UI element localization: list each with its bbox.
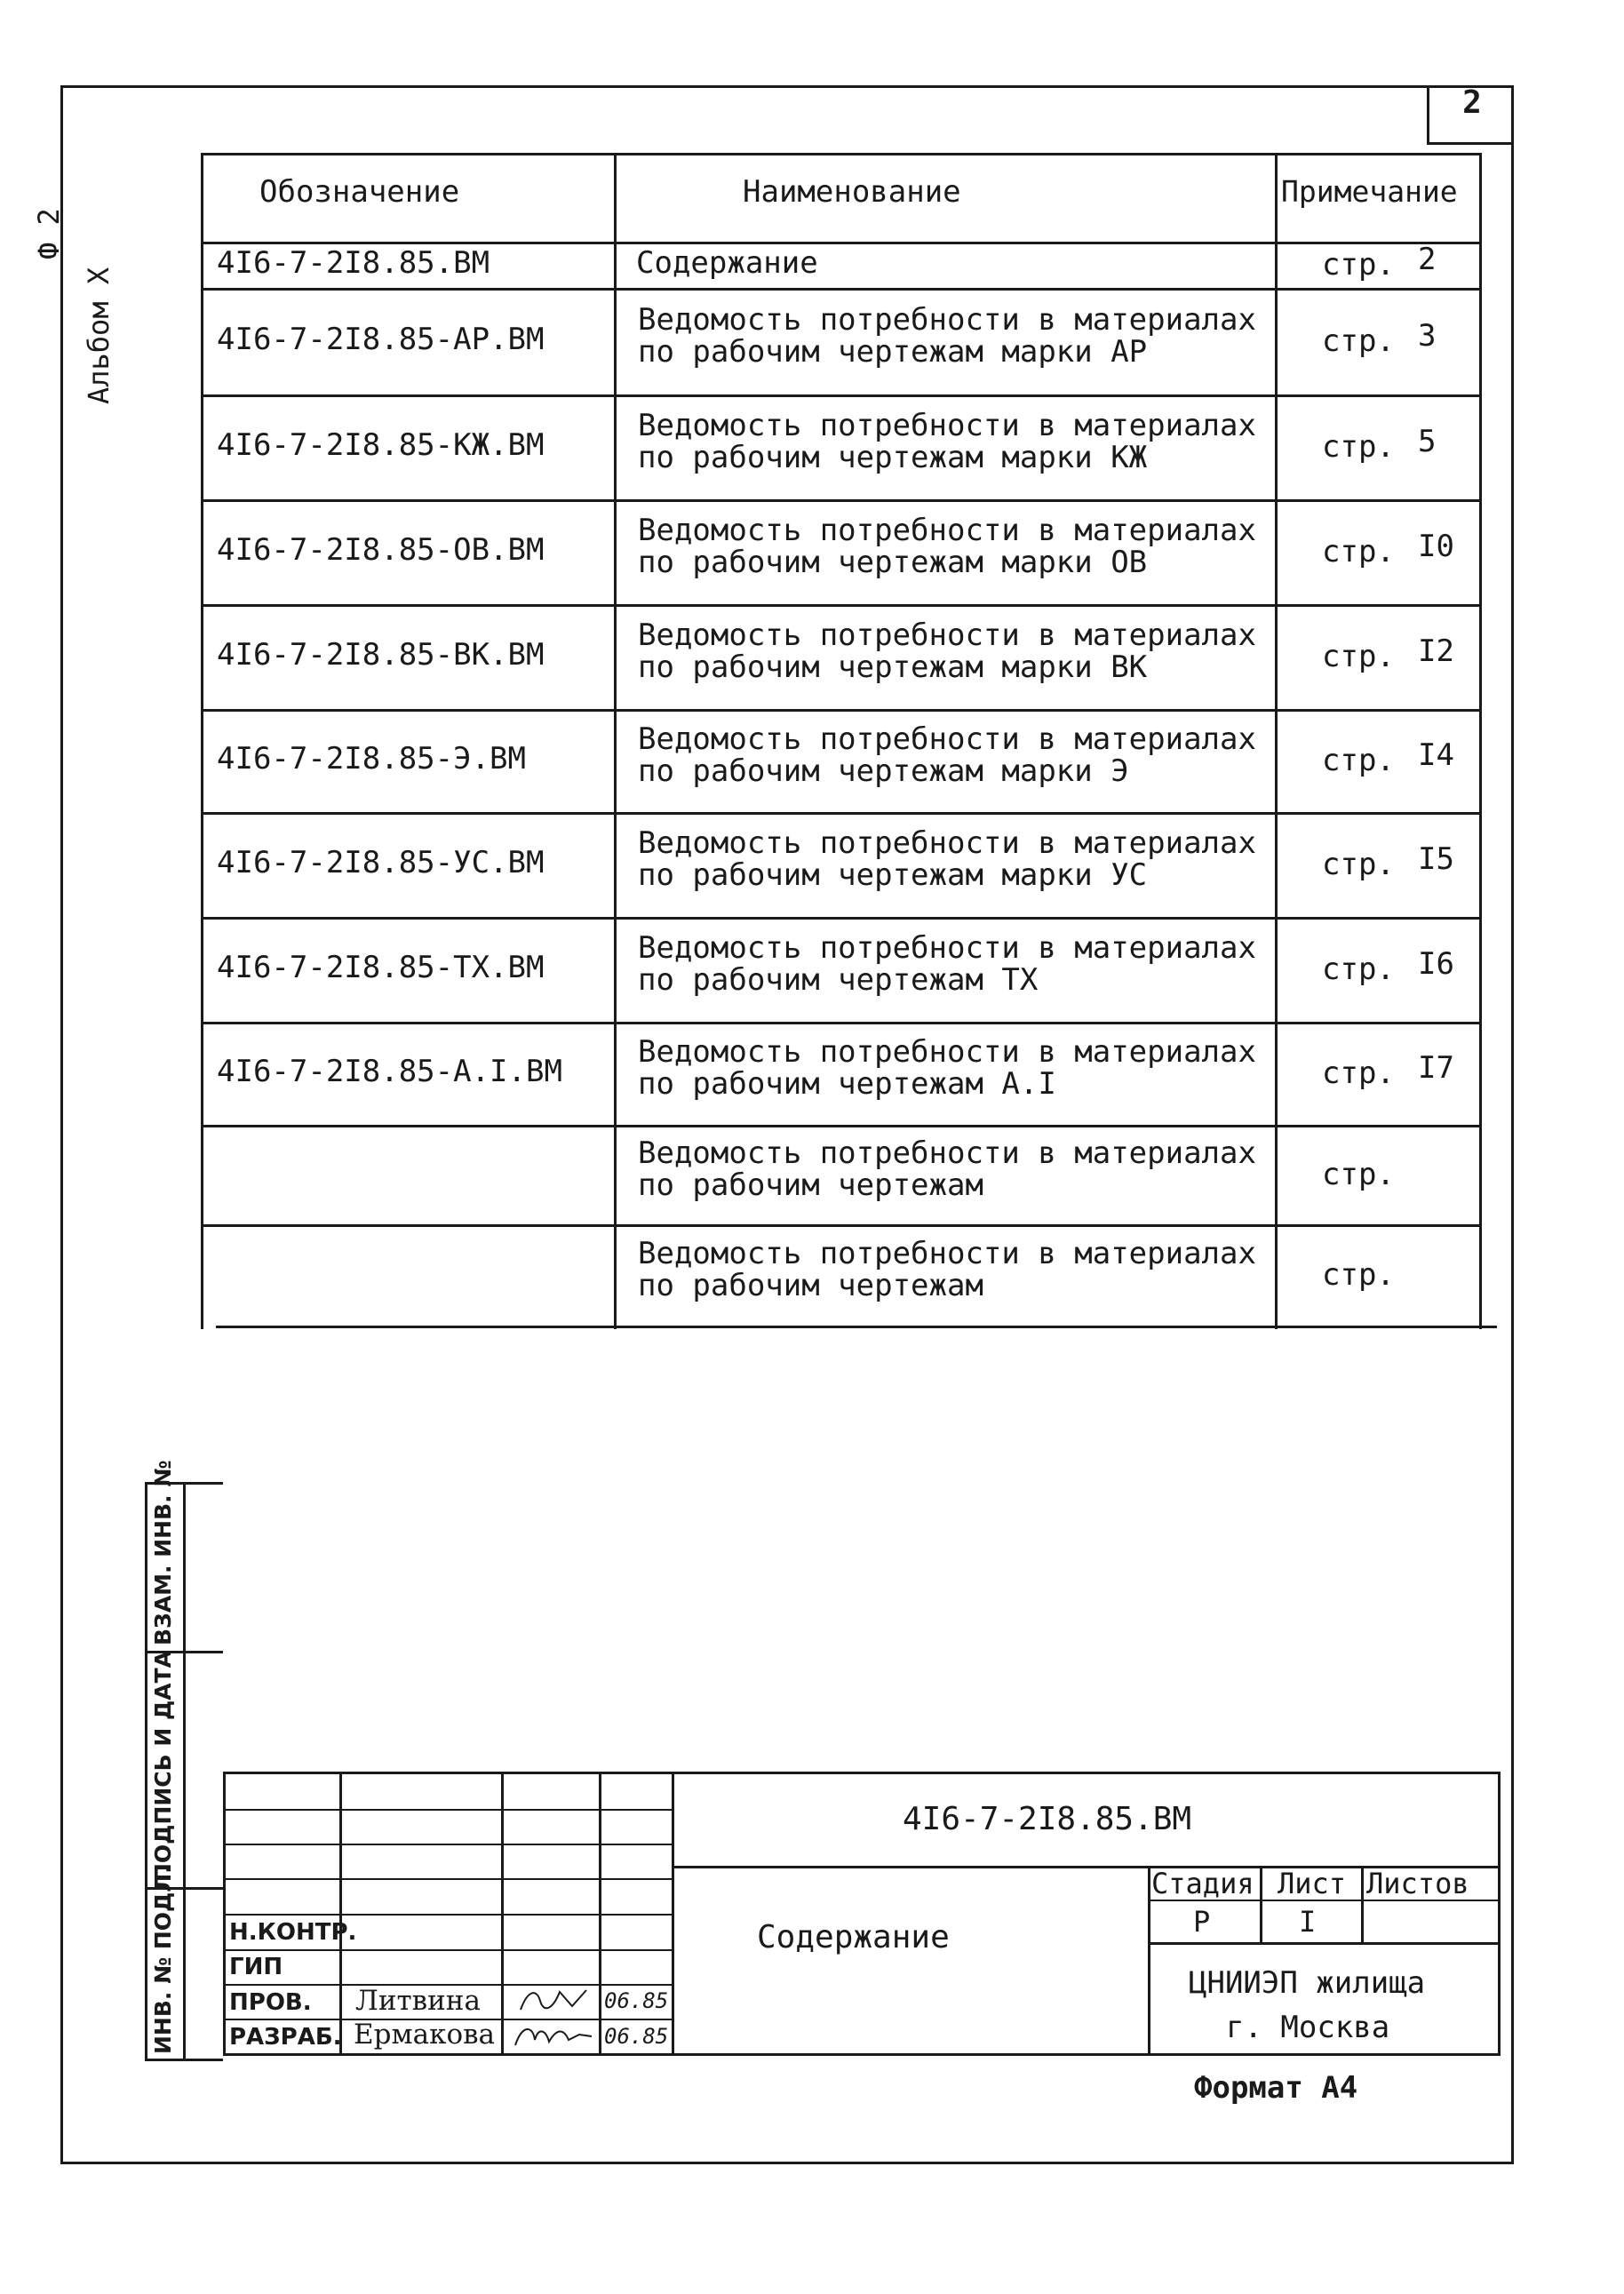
- tb-sheet-label: Лист: [1278, 1867, 1347, 1900]
- tb-role-prov: ПРОВ.: [229, 1989, 312, 2016]
- row-name-line2: по рабочим чертежам А.I: [638, 1066, 1056, 1102]
- stamp-strip-bottom: [145, 2059, 223, 2061]
- tb-top: [223, 1772, 1501, 1774]
- row-separator: [201, 1125, 1482, 1127]
- row-separator: [201, 812, 1482, 815]
- table-left: [201, 153, 203, 1329]
- row-note-prefix: стр.: [1322, 247, 1395, 283]
- row-separator: [201, 288, 1482, 291]
- tb-sheets-label: Листов: [1366, 1867, 1469, 1900]
- row-note-page: 2: [1418, 242, 1437, 277]
- row-separator: [201, 604, 1482, 607]
- table-right: [1479, 153, 1482, 1329]
- stamp-strip-outer-left: [145, 1482, 147, 2061]
- tb-stage-bottom: [1148, 1942, 1501, 1945]
- tb-name-razrab: Ермакова: [354, 2019, 496, 2051]
- tb-stage-div1: [1260, 1866, 1262, 1944]
- header-name: Наименование: [743, 174, 961, 210]
- row-designation: 4I6-7-2I8.85-УС.ВМ: [217, 845, 545, 880]
- row-name-line2: по рабочим чертежам марки АР: [638, 334, 1148, 370]
- table-top: [201, 153, 1482, 155]
- row-note-page: I5: [1418, 841, 1454, 877]
- row-note-prefix: стр.: [1322, 534, 1395, 570]
- row-name: Содержание: [636, 245, 818, 281]
- row-separator: [201, 1022, 1482, 1024]
- row-name-line1: Ведомость потребности в материалах: [638, 302, 1256, 338]
- row-name-line1: Ведомость потребности в материалах: [638, 408, 1256, 443]
- format-label: Формат А4: [1194, 2070, 1358, 2106]
- row-name-line1: Ведомость потребности в материалах: [638, 513, 1256, 548]
- tb-role-razrab: РАЗРАБ.: [229, 2024, 342, 2051]
- row-name-line2: по рабочим чертежам: [638, 1167, 983, 1203]
- row-designation: 4I6-7-2I8.85-А.I.ВМ: [217, 1054, 562, 1089]
- tb-role-nkontr: Н.КОНТР.: [229, 1919, 357, 1946]
- row-name-line1: Ведомость потребности в материалах: [638, 1236, 1256, 1271]
- tb-sheet-value: I: [1299, 1905, 1317, 1939]
- page-number-box-left: [1427, 85, 1429, 144]
- row-name-line1: Ведомость потребности в материалах: [638, 930, 1256, 966]
- tb-date-razrab: 06.85: [604, 2024, 669, 2049]
- page-number: 2: [1462, 84, 1482, 121]
- tb-code: 4I6-7-2I8.85.ВМ: [903, 1801, 1192, 1837]
- tb-signature-prov: [510, 1983, 595, 2020]
- row-name-line2: по рабочим чертежам марки ОВ: [638, 545, 1148, 580]
- row-note-prefix: стр.: [1322, 1157, 1395, 1192]
- album-label: Альбом X: [82, 267, 115, 404]
- table-header-bottom: [201, 242, 1482, 244]
- stamp-inv-orig: ИНВ. № ПОДЛ.: [150, 1865, 176, 2054]
- tb-name-prov: Литвина: [355, 1985, 481, 2017]
- frame-bottom: [60, 2162, 1514, 2164]
- row-designation: 4I6-7-2I8.85-ВК.ВМ: [217, 637, 545, 673]
- tb-left-row3: [223, 1878, 674, 1880]
- row-name-line1: Ведомость потребности в материалах: [638, 1135, 1256, 1171]
- tb-left-row4: [223, 1914, 674, 1916]
- fold-label: Ф 2: [32, 208, 66, 259]
- table-bottom: [216, 1326, 1497, 1328]
- row-note-page: 5: [1418, 424, 1437, 459]
- row-name-line2: по рабочим чертежам марки Э: [638, 753, 1129, 789]
- row-designation: 4I6-7-2I8.85-ОВ.ВМ: [217, 532, 545, 568]
- row-name-line2: по рабочим чертежам марки КЖ: [638, 440, 1148, 475]
- row-separator: [201, 499, 1482, 502]
- row-designation: 4I6-7-2I8.85-Э.ВМ: [217, 741, 526, 777]
- tb-role-gip: ГИП: [229, 1954, 283, 1980]
- row-separator: [201, 394, 1482, 397]
- row-note-prefix: стр.: [1322, 323, 1395, 359]
- tb-title: Содержание: [757, 1919, 950, 1955]
- tb-date-prov: 06.85: [604, 1988, 669, 2013]
- tb-bottom: [223, 2053, 1501, 2056]
- row-note-prefix: стр.: [1322, 743, 1395, 778]
- row-name-line1: Ведомость потребности в материалах: [638, 721, 1256, 757]
- row-separator: [201, 1224, 1482, 1227]
- row-note-prefix: стр.: [1322, 847, 1395, 882]
- row-note-prefix: стр.: [1322, 429, 1395, 465]
- row-note-prefix: стр.: [1322, 1257, 1395, 1293]
- row-note-page: I7: [1418, 1050, 1454, 1086]
- frame-left: [60, 85, 63, 2164]
- row-designation: 4I6-7-2I8.85.ВМ: [217, 245, 490, 281]
- tb-left-row2: [223, 1844, 674, 1845]
- table-col1: [614, 153, 617, 1329]
- row-note-page: I6: [1418, 946, 1454, 982]
- table-col2: [1275, 153, 1278, 1329]
- row-note-prefix: стр.: [1322, 1055, 1395, 1091]
- row-separator: [201, 709, 1482, 712]
- tb-left-row1: [223, 1809, 674, 1811]
- frame-right: [1511, 85, 1514, 2164]
- header-designation: Обозначение: [259, 174, 460, 210]
- header-note: Примечание: [1281, 174, 1458, 209]
- row-designation: 4I6-7-2I8.85-КЖ.ВМ: [217, 427, 545, 463]
- row-note-page: 3: [1418, 318, 1437, 354]
- tb-right: [1498, 1772, 1501, 2056]
- row-note-page: I4: [1418, 737, 1454, 773]
- row-note-page: I0: [1418, 529, 1454, 564]
- row-note-prefix: стр.: [1322, 952, 1395, 987]
- page-number-box-bottom: [1427, 142, 1514, 145]
- stamp-strip-inner-left: [183, 1482, 186, 2061]
- tb-stage-value: Р: [1193, 1905, 1211, 1939]
- row-name-line1: Ведомость потребности в материалах: [638, 617, 1256, 653]
- frame-top: [60, 85, 1514, 88]
- row-name-line2: по рабочим чертежам марки ВК: [638, 649, 1148, 685]
- row-name-line1: Ведомость потребности в материалах: [638, 825, 1256, 861]
- tb-org-line1: ЦНИИЭП жилища: [1189, 1965, 1426, 2001]
- stamp-sign-date: ПОДПИСЬ И ДАТА: [150, 1650, 176, 1882]
- row-name-line2: по рабочим чертежам марки УС: [638, 857, 1148, 893]
- tb-stage-div2: [1361, 1866, 1364, 1944]
- tb-stage-label: Стадия: [1151, 1867, 1254, 1900]
- row-separator: [201, 917, 1482, 920]
- tb-left-row5: [223, 1949, 674, 1951]
- row-name-line2: по рабочим чертежам ТХ: [638, 962, 1039, 998]
- tb-org-line2: г. Москва: [1226, 2010, 1390, 2045]
- tb-stage-left: [1148, 1866, 1150, 2056]
- row-note-prefix: стр.: [1322, 639, 1395, 674]
- row-name-line2: по рабочим чертежам: [638, 1268, 983, 1303]
- row-designation: 4I6-7-2I8.85-АР.ВМ: [217, 322, 545, 357]
- row-note-page: I2: [1418, 633, 1454, 669]
- tb-signature-razrab: [510, 2019, 595, 2056]
- row-name-line1: Ведомость потребности в материалах: [638, 1034, 1256, 1070]
- row-designation: 4I6-7-2I8.85-ТХ.ВМ: [217, 950, 545, 985]
- stamp-vzam: ВЗАМ. ИНВ. №: [150, 1460, 176, 1645]
